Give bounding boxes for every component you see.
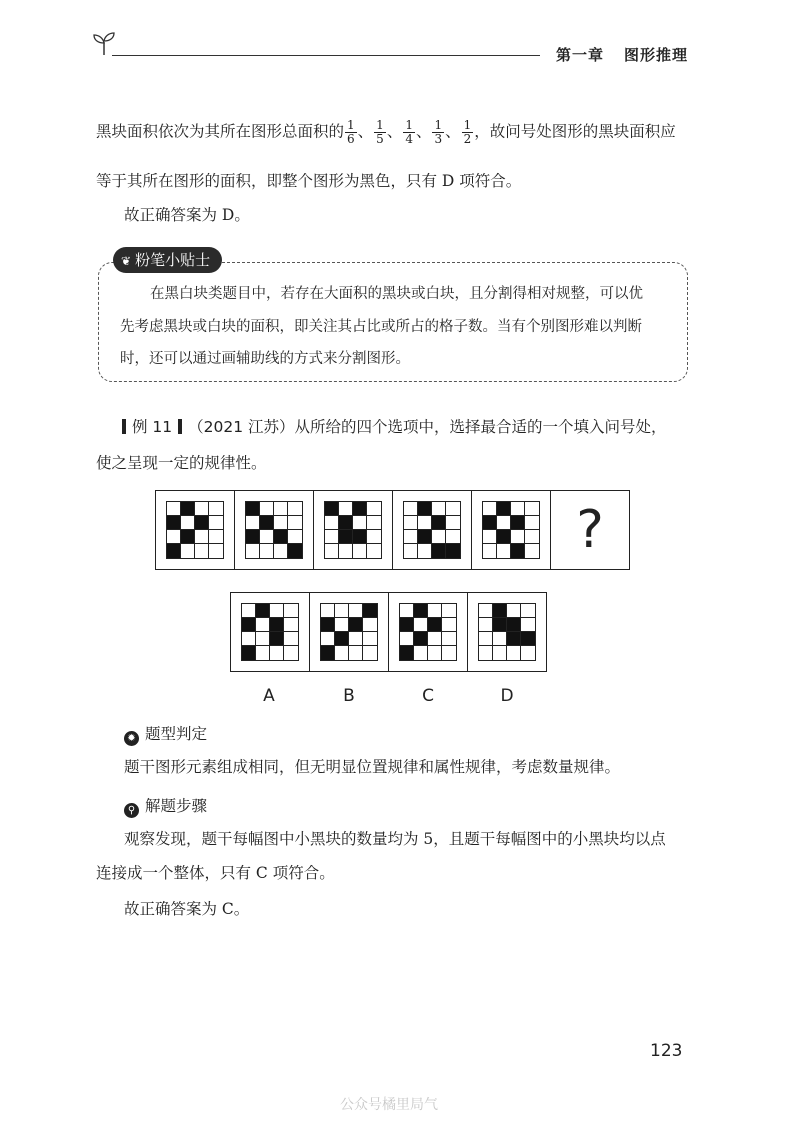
black-square [270, 632, 284, 646]
tip-line-2: 先考虑黑块或白块的面积，即关注其占比或所占的格子数。当有个别图形难以判断 [120, 319, 642, 335]
grid-figure [320, 603, 378, 661]
white-square [525, 516, 539, 530]
white-square [260, 544, 274, 558]
chapter-title: 图形推理 [624, 46, 689, 64]
white-square [432, 530, 446, 544]
white-square [256, 618, 270, 632]
white-square [525, 530, 539, 544]
white-square [209, 530, 223, 544]
white-square [442, 646, 456, 660]
white-square [511, 530, 525, 544]
black-square [497, 530, 511, 544]
white-square [321, 632, 335, 646]
white-square [284, 632, 298, 646]
white-square [367, 544, 381, 558]
white-square [507, 604, 521, 618]
black-square [418, 502, 432, 516]
white-square [442, 618, 456, 632]
steps-heading [124, 794, 207, 818]
fraction: $\frac{1}{2}$ [463, 118, 472, 146]
black-square [483, 516, 497, 530]
white-square [428, 646, 442, 660]
white-square [404, 530, 418, 544]
question-mark-cell [551, 491, 629, 569]
white-square [349, 632, 363, 646]
black-square [511, 544, 525, 558]
example-label: 例 11 [132, 418, 173, 436]
grid-figure [245, 501, 303, 559]
white-square [483, 502, 497, 516]
white-square [414, 646, 428, 660]
white-square [195, 544, 209, 558]
white-square [353, 544, 367, 558]
white-square [525, 544, 539, 558]
white-square [288, 502, 302, 516]
fraction: $\frac{1}{3}$ [434, 118, 443, 146]
option-d-figure[interactable] [468, 593, 546, 671]
black-square [432, 544, 446, 558]
black-square [432, 516, 446, 530]
steps-line-1: 观察发现，题干每幅图中小黑块的数量均为 5，且题干每幅图中的小黑块均以点 [124, 830, 666, 848]
white-square [288, 530, 302, 544]
white-square [246, 516, 260, 530]
white-square [483, 530, 497, 544]
white-square [521, 604, 535, 618]
black-square [511, 516, 525, 530]
black-square [418, 530, 432, 544]
white-square [511, 502, 525, 516]
black-square [321, 646, 335, 660]
white-square [256, 646, 270, 660]
watermark: 公众号橘里局气 [340, 1097, 438, 1113]
grid-figure [403, 501, 461, 559]
white-square [367, 502, 381, 516]
type-text: 题干图形元素组成相同，但无明显位置规律和属性规律，考虑数量规律。 [124, 758, 621, 776]
black-square [274, 530, 288, 544]
white-square [209, 544, 223, 558]
white-square [339, 502, 353, 516]
white-square [493, 632, 507, 646]
white-square [349, 646, 363, 660]
chapter-header [556, 44, 688, 65]
sprout-icon: ❦ [121, 254, 132, 268]
question-figure [393, 491, 472, 569]
sprout-icon [92, 30, 116, 56]
white-square [497, 544, 511, 558]
black-square [400, 618, 414, 632]
white-square [367, 530, 381, 544]
bar-mark [122, 419, 126, 434]
black-square [349, 618, 363, 632]
white-square [195, 530, 209, 544]
black-square [256, 604, 270, 618]
black-square [507, 632, 521, 646]
white-square [363, 618, 377, 632]
black-square [339, 516, 353, 530]
white-square [167, 530, 181, 544]
white-square [242, 604, 256, 618]
grid-figure [166, 501, 224, 559]
type-title: 题型判定 [145, 725, 208, 743]
question-row [155, 490, 630, 570]
question-figure [472, 491, 551, 569]
white-square [256, 632, 270, 646]
black-square [400, 646, 414, 660]
white-square [274, 544, 288, 558]
black-square [353, 530, 367, 544]
example-heading [116, 415, 667, 437]
option-c-label: C [422, 686, 434, 706]
tip-tag: ❦ 粉笔小贴士 [113, 247, 222, 273]
black-square [414, 604, 428, 618]
example-text: （2021 江苏）从所给的四个选项中，选择最合适的一个填入问号处， [188, 418, 667, 436]
white-square [442, 632, 456, 646]
white-square [181, 544, 195, 558]
white-square [483, 544, 497, 558]
white-square [418, 516, 432, 530]
white-square [339, 544, 353, 558]
fraction: $\frac{1}{4}$ [405, 118, 413, 146]
white-square [325, 530, 339, 544]
white-square [446, 516, 460, 530]
white-square [284, 618, 298, 632]
black-square [167, 544, 181, 558]
option-a-label: A [263, 686, 275, 706]
white-square [335, 618, 349, 632]
white-square [321, 604, 335, 618]
white-square [446, 530, 460, 544]
white-square [446, 502, 460, 516]
black-square [242, 618, 256, 632]
bar-mark [178, 419, 182, 434]
grid-figure [399, 603, 457, 661]
white-square [428, 632, 442, 646]
white-square [400, 632, 414, 646]
option-b-figure[interactable] [310, 593, 389, 671]
black-square [325, 502, 339, 516]
white-square [325, 516, 339, 530]
black-square [321, 618, 335, 632]
white-square [442, 604, 456, 618]
intro-line-1: 黑块面积依次为其所在图形总面积的 $\frac{1}{6}$ 、 $\frac{1}{5}$ 、 $\frac{1}{4}$ 、 $\frac{1}{3}$ 、 $\frac{1}{2}$ ，故问号处图形的黑块面积应 [96, 118, 676, 146]
white-square [404, 516, 418, 530]
black-square [363, 604, 377, 618]
white-square [367, 516, 381, 530]
option-a-figure[interactable] [231, 593, 310, 671]
white-square [209, 502, 223, 516]
gear-icon: ✹ [124, 731, 139, 746]
white-square [288, 516, 302, 530]
black-square [521, 632, 535, 646]
white-square [274, 502, 288, 516]
black-square [260, 516, 274, 530]
white-square [521, 646, 535, 660]
final-answer: 故正确答案为 C。 [124, 900, 250, 918]
white-square [325, 544, 339, 558]
type-heading [124, 722, 207, 746]
white-square [432, 502, 446, 516]
white-square [284, 604, 298, 618]
white-square [284, 646, 298, 660]
white-square [270, 604, 284, 618]
steps-title: 解题步骤 [145, 797, 208, 815]
white-square [400, 604, 414, 618]
black-square [195, 516, 209, 530]
option-d-label: D [500, 686, 514, 706]
option-b-label: B [343, 686, 355, 706]
white-square [246, 544, 260, 558]
black-square [270, 618, 284, 632]
black-square [507, 618, 521, 632]
white-square [270, 646, 284, 660]
white-square [195, 502, 209, 516]
intro-line-2: 等于其所在图形的面积，即整个图形为黑色，只有 D 项符合。 [96, 172, 522, 190]
grid-figure [241, 603, 299, 661]
grid-figure [478, 603, 536, 661]
grid-figure [482, 501, 540, 559]
white-square [479, 632, 493, 646]
question-mark: ? [576, 500, 604, 560]
black-square [242, 646, 256, 660]
white-square [260, 530, 274, 544]
white-square [493, 646, 507, 660]
intro-answer: 故正确答案为 D。 [124, 206, 250, 224]
white-square [428, 604, 442, 618]
black-square [353, 502, 367, 516]
fraction: $\frac{1}{6}$ [347, 118, 355, 146]
black-square [493, 618, 507, 632]
chapter-number: 第一章 [556, 46, 605, 64]
black-square [339, 530, 353, 544]
black-square [497, 502, 511, 516]
white-square [242, 632, 256, 646]
question-figure [314, 491, 393, 569]
white-square [404, 544, 418, 558]
example-line-2: 使之呈现一定的规律性。 [96, 454, 267, 472]
fraction: $\frac{1}{5}$ [376, 118, 384, 146]
tip-line-1: 在黑白块类题目中，若存在大面积的黑块或白块，且分割得相对规整，可以优 [150, 286, 643, 302]
question-figure [235, 491, 314, 569]
black-square [493, 604, 507, 618]
options-row [230, 592, 547, 672]
tip-line-3: 时，还可以通过画辅助线的方式来分割图形。 [120, 351, 410, 367]
black-square [288, 544, 302, 558]
option-c-figure[interactable] [389, 593, 468, 671]
question-figure [156, 491, 235, 569]
white-square [335, 604, 349, 618]
black-square [181, 530, 195, 544]
black-square [428, 618, 442, 632]
white-square [274, 516, 288, 530]
black-square [335, 632, 349, 646]
white-square [363, 646, 377, 660]
white-square [404, 502, 418, 516]
white-square [209, 516, 223, 530]
white-square [353, 516, 367, 530]
black-square [246, 530, 260, 544]
white-square [479, 646, 493, 660]
white-square [507, 646, 521, 660]
search-icon: ⚲ [124, 803, 139, 818]
white-square [167, 502, 181, 516]
white-square [260, 502, 274, 516]
white-square [349, 604, 363, 618]
grid-figure [324, 501, 382, 559]
white-square [414, 618, 428, 632]
white-square [335, 646, 349, 660]
white-square [418, 544, 432, 558]
white-square [363, 632, 377, 646]
white-square [525, 502, 539, 516]
page-number: 123 [650, 1041, 683, 1061]
black-square [446, 544, 460, 558]
steps-line-2: 连接成一个整体，只有 C 项符合。 [96, 864, 335, 882]
white-square [479, 618, 493, 632]
white-square [479, 604, 493, 618]
black-square [414, 632, 428, 646]
black-square [246, 502, 260, 516]
black-square [181, 502, 195, 516]
white-square [181, 516, 195, 530]
black-square [167, 516, 181, 530]
white-square [521, 618, 535, 632]
header-rule [112, 55, 540, 56]
white-square [497, 516, 511, 530]
